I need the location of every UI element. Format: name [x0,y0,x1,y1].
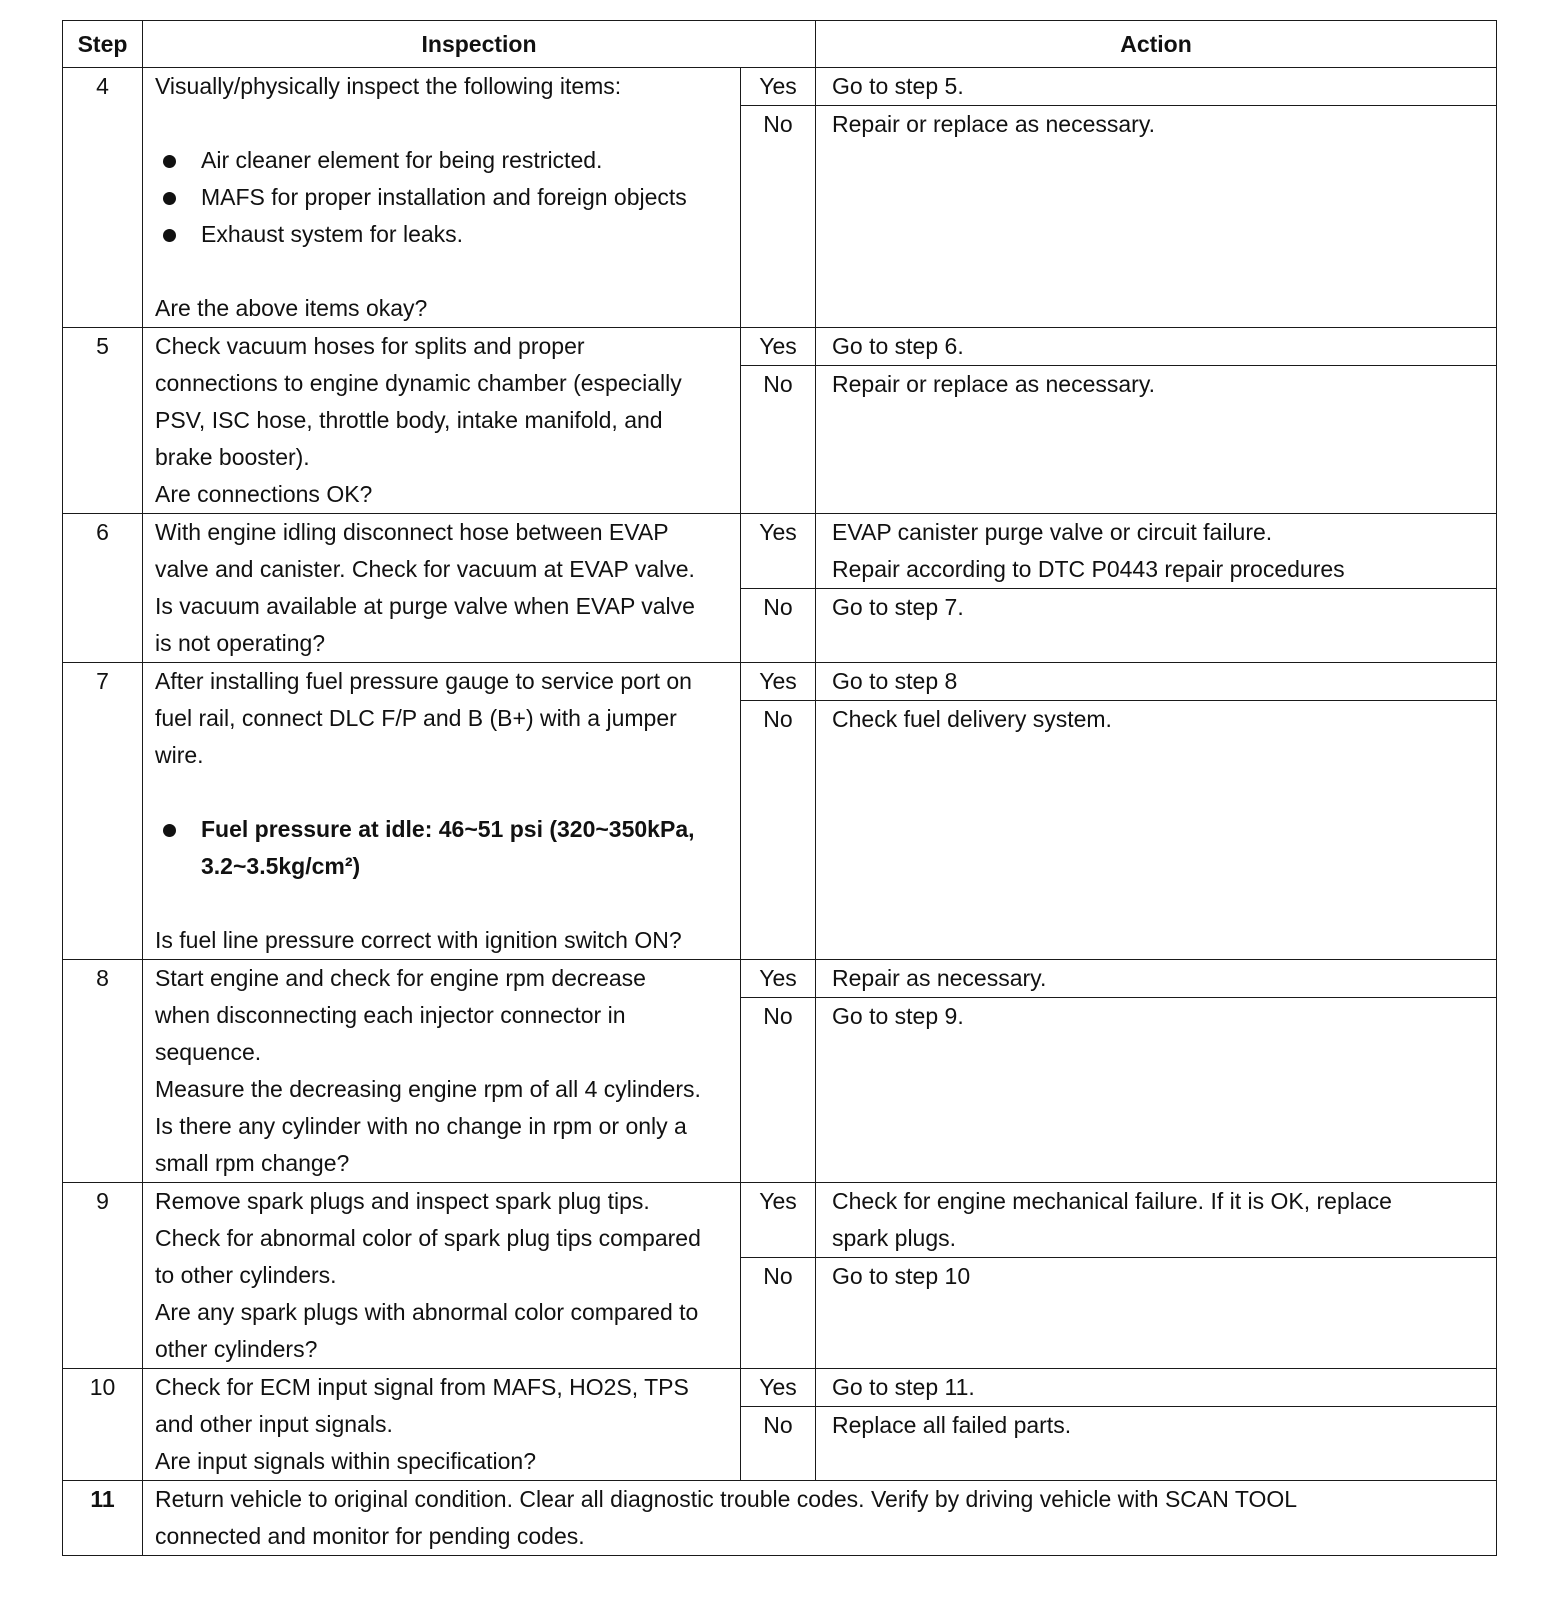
bullet-icon [163,155,176,168]
inspection-text: Measure the decreasing engine rpm of all 4 cylinders. [155,1076,701,1102]
no-label: No [741,106,816,328]
yes-action: Repair as necessary. [816,960,1497,998]
final-instruction-text: Return vehicle to original condition. Clear all diagnostic trouble codes. Verify by driving vehicle with SCAN TOOL [155,1486,1298,1512]
bullet-item: Fuel pressure at idle: 46~51 psi (320~350kPa, 3.2~3.5kg/cm²) [155,811,740,885]
bullet-item: Air cleaner element for being restricted. [155,142,740,179]
no-action: Repair or replace as necessary. [816,366,1497,514]
inspection-text: to other cylinders. [155,1262,337,1288]
inspection-question: is not operating? [155,630,326,656]
inspection-text: connections to engine dynamic chamber (especially [155,370,682,396]
action-text: Repair according to DTC P0443 repair procedures [832,556,1345,582]
inspection-text: Check vacuum hoses for splits and proper [155,333,585,359]
header-inspection: Inspection [143,21,816,68]
diagnostic-table-page [62,20,1496,1556]
no-label: No [741,1407,816,1481]
inspection-text: when disconnecting each injector connector in [155,1002,626,1028]
inspection-question: Is fuel line pressure correct with ignition switch ON? [155,927,682,953]
inspection-text: fuel rail, connect DLC F/P and B (B+) with a jumper [155,705,677,731]
inspection-cell [143,663,741,960]
inspection-cell [143,960,741,1183]
yes-action [816,514,1497,589]
diagnostic-table [62,20,1497,1556]
step-number: 4 [63,68,143,328]
step-number: 5 [63,328,143,514]
step-number: 11 [63,1481,143,1556]
bullet-icon [163,192,176,205]
table-row [63,1183,1497,1258]
inspection-bullets [155,811,740,885]
inspection-question: small rpm change? [155,1150,350,1176]
inspection-cell [143,1369,741,1481]
yes-label: Yes [741,1369,816,1407]
no-label: No [741,366,816,514]
bullet-item: MAFS for proper installation and foreign objects [155,179,740,216]
yes-label: Yes [741,1183,816,1258]
inspection-text: wire. [155,742,204,768]
inspection-text: PSV, ISC hose, throttle body, intake manifold, and [155,407,663,433]
inspection-cell [143,514,741,663]
yes-action: Go to step 5. [816,68,1497,106]
no-action: Replace all failed parts. [816,1407,1497,1481]
table-row [63,1481,1497,1556]
no-action: Go to step 10 [816,1258,1497,1369]
table-header-row [63,21,1497,68]
action-text: Check for engine mechanical failure. If it is OK, replace [832,1188,1392,1214]
inspection-text: valve and canister. Check for vacuum at EVAP valve. [155,556,695,582]
no-action: Repair or replace as necessary. [816,106,1497,328]
inspection-question: other cylinders? [155,1336,318,1362]
inspection-text: Visually/physically inspect the following items: [155,73,622,99]
inspection-text: After installing fuel pressure gauge to service port on [155,668,692,694]
inspection-text: and other input signals. [155,1411,393,1437]
inspection-text: With engine idling disconnect hose between EVAP [155,519,669,545]
yes-action [816,1183,1497,1258]
bullet-item: Exhaust system for leaks. [155,216,740,253]
inspection-text: Check for ECM input signal from MAFS, HO2S, TPS [155,1374,689,1400]
no-action: Go to step 9. [816,998,1497,1183]
no-label: No [741,701,816,960]
inspection-text: sequence. [155,1039,262,1065]
step-number: 7 [63,663,143,960]
yes-action: Go to step 6. [816,328,1497,366]
table-row [63,328,1497,366]
inspection-cell [143,328,741,514]
table-row [63,1369,1497,1407]
inspection-cell [143,1183,741,1369]
inspection-cell [143,68,741,328]
action-text: spark plugs. [832,1225,957,1251]
yes-action: Go to step 11. [816,1369,1497,1407]
yes-label: Yes [741,68,816,106]
header-action: Action [816,21,1497,68]
table-row [63,960,1497,998]
table-row [63,68,1497,106]
step-number: 9 [63,1183,143,1369]
action-text: EVAP canister purge valve or circuit failure. [832,519,1273,545]
inspection-question: Is vacuum available at purge valve when EVAP valve [155,593,695,619]
inspection-text: Remove spark plugs and inspect spark plug tips. [155,1188,650,1214]
bullet-icon [163,824,176,837]
yes-action: Go to step 8 [816,663,1497,701]
no-label: No [741,1258,816,1369]
step-number: 8 [63,960,143,1183]
yes-label: Yes [741,514,816,589]
header-step: Step [63,21,143,68]
inspection-question: Are input signals within specification? [155,1448,536,1474]
table-row [63,514,1497,589]
inspection-text: brake booster). [155,444,310,470]
inspection-text: Check for abnormal color of spark plug tips compared [155,1225,701,1251]
inspection-text: Start engine and check for engine rpm decrease [155,965,646,991]
final-instruction-cell [143,1481,1497,1556]
no-label: No [741,589,816,663]
inspection-question: Are connections OK? [155,481,373,507]
bullet-icon [163,229,176,242]
inspection-question: Is there any cylinder with no change in rpm or only a [155,1113,687,1139]
yes-label: Yes [741,960,816,998]
yes-label: Yes [741,328,816,366]
inspection-question: Are the above items okay? [155,295,428,321]
final-instruction-text: connected and monitor for pending codes. [155,1523,585,1549]
step-number: 6 [63,514,143,663]
no-label: No [741,998,816,1183]
no-action: Go to step 7. [816,589,1497,663]
step-number: 10 [63,1369,143,1481]
inspection-question: Are any spark plugs with abnormal color compared to [155,1299,699,1325]
table-row [63,663,1497,701]
no-action: Check fuel delivery system. [816,701,1497,960]
inspection-bullets [155,142,740,253]
yes-label: Yes [741,663,816,701]
